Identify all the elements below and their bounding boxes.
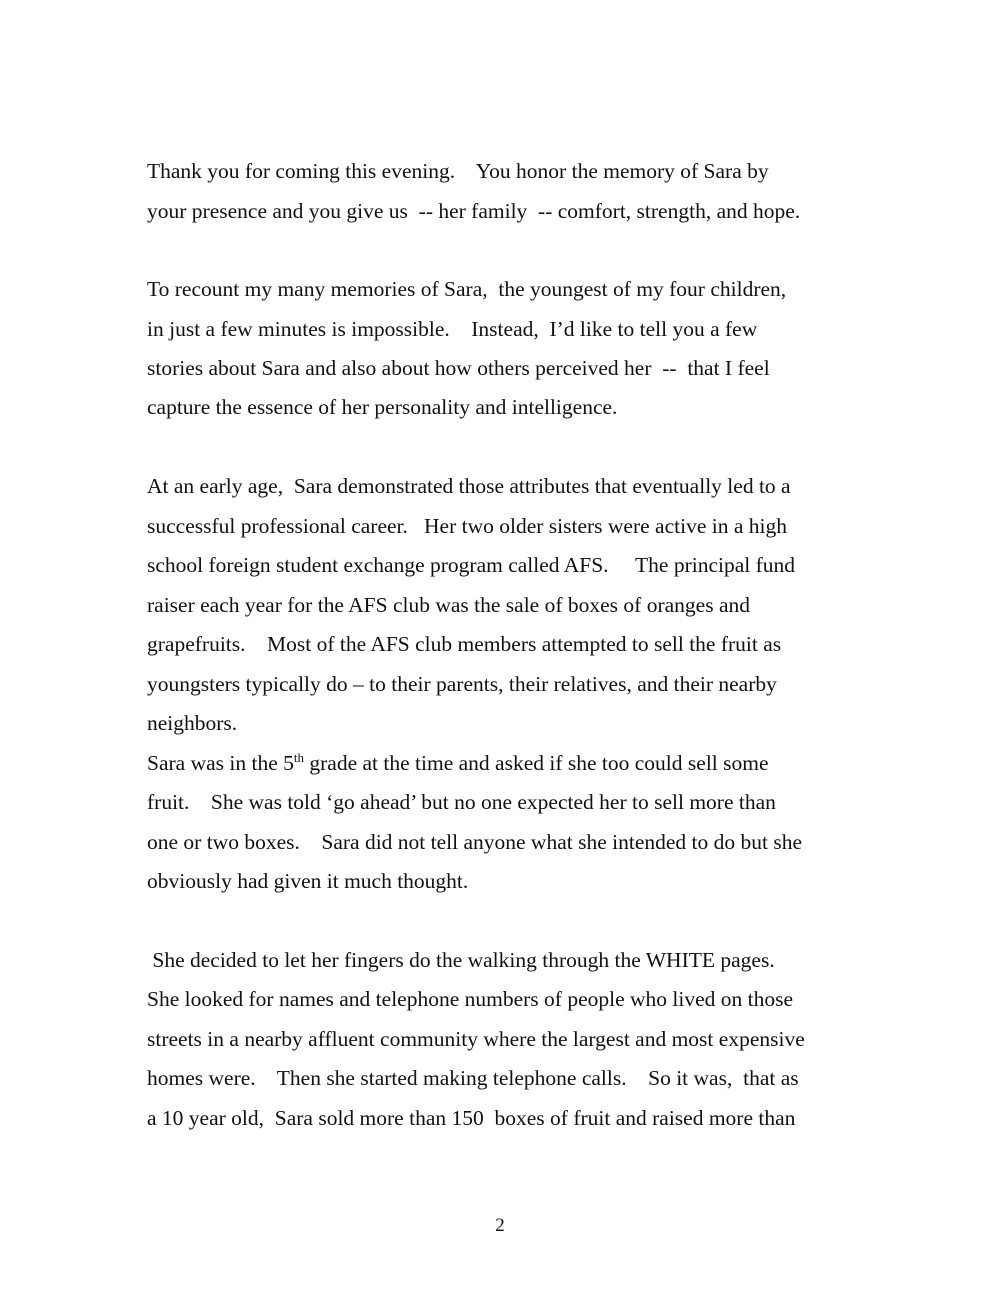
text-line: youngsters typically do – to their parents, their relatives, and their nearby xyxy=(147,672,777,696)
page-number: 2 xyxy=(495,1215,505,1236)
text-line: fruit. She was told ‘go ahead’ but no one expected her to sell more than xyxy=(147,790,776,814)
text-line: your presence and you give us -- her family -- comfort, strength, and hope. xyxy=(147,199,801,223)
text-line: a 10 year old, Sara sold more than 150 boxes of fruit and raised more than xyxy=(147,1106,796,1130)
text-line: Thank you for coming this evening. You honor the memory of Sara by xyxy=(147,159,769,183)
text-line: She looked for names and telephone numbers of people who lived on those xyxy=(147,987,794,1011)
text-line: To recount my many memories of Sara, the youngest of my four children, xyxy=(147,277,787,301)
text-line: in just a few minutes is impossible. Instead, I’d like to tell you a few xyxy=(147,317,758,341)
text-line: school foreign student exchange program called AFS. The principal fund xyxy=(147,553,796,577)
text-line: streets in a nearby affluent community where the largest and most expensive xyxy=(147,1027,805,1051)
text-line: She decided to let her fingers do the walking through the WHITE pages. xyxy=(147,948,775,972)
grade-line-start: Sara was in the 5 xyxy=(147,751,294,775)
text-line: successful professional career. Her two older sisters were active in a high xyxy=(147,514,787,538)
text-line: neighbors. xyxy=(147,711,238,735)
text-line: At an early age, Sara demonstrated those attributes that eventually led to a xyxy=(147,474,791,498)
text-line: grapefruits. Most of the AFS club members attempted to sell the fruit as xyxy=(147,632,782,656)
ordinal-superscript: th xyxy=(293,750,305,765)
text-line: raiser each year for the AFS club was the sale of boxes of oranges and xyxy=(147,593,750,617)
text-line: stories about Sara and also about how others perceived her -- that I feel xyxy=(147,356,770,380)
text-line: homes were. Then she started making telephone calls. So it was, that as xyxy=(147,1066,799,1090)
text-line: capture the essence of her personality and intelligence. xyxy=(147,395,618,419)
text-line: one or two boxes. Sara did not tell anyone what she intended to do but she xyxy=(147,830,803,854)
grade-line-end: grade at the time and asked if she too could sell some xyxy=(304,751,769,775)
text-line xyxy=(147,750,769,776)
text-line: obviously had given it much thought. xyxy=(147,869,469,893)
